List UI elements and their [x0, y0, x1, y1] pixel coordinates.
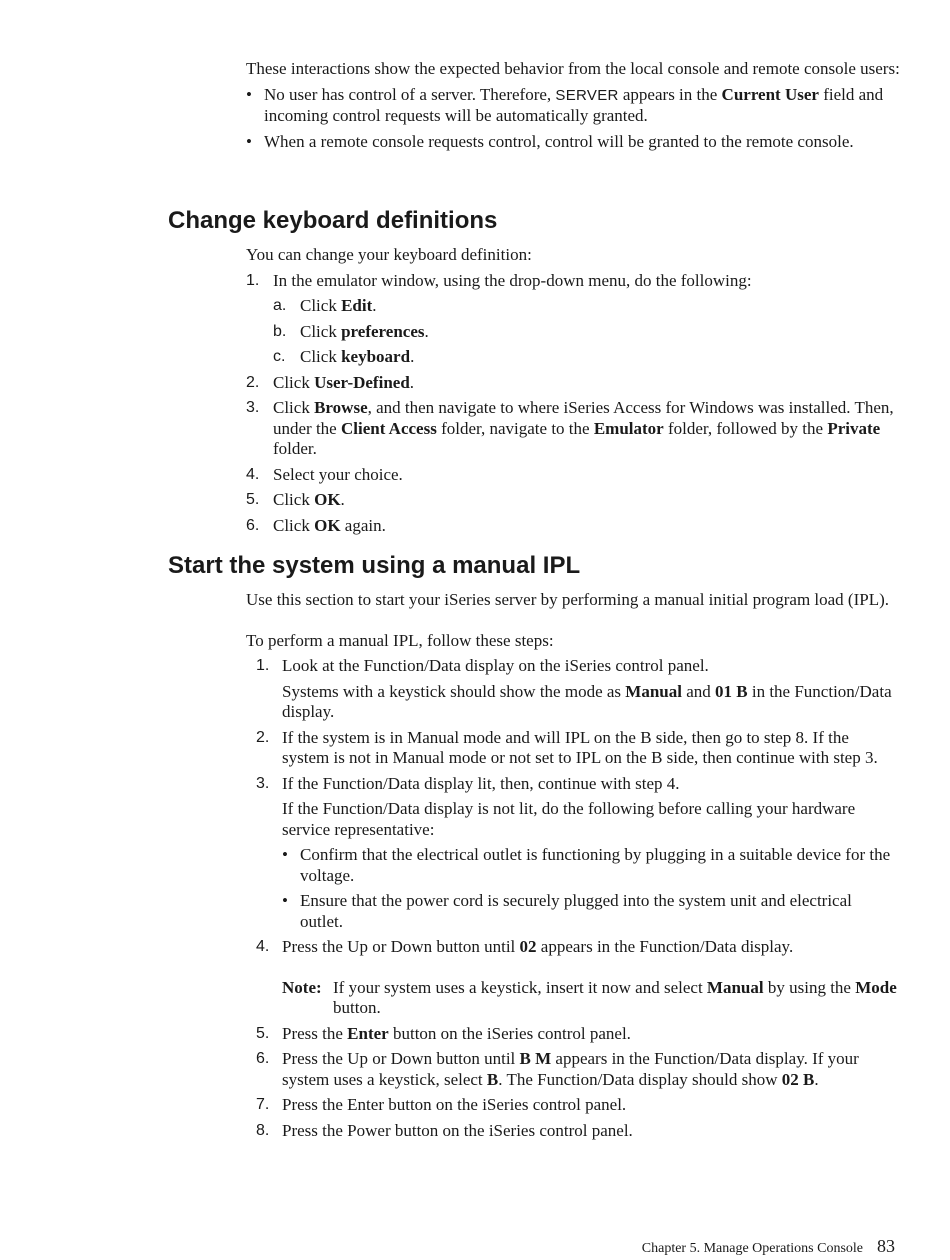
section-lead: Use this section to start your iSeries server by performing a manual initial program load (IPL). — [246, 590, 890, 609]
note: Note: If your system uses a keystick, insert it now and select Manual by using the Mode button. — [282, 977, 897, 1017]
section-heading-manual-ipl: Start the system using a manual IPL — [168, 552, 581, 579]
ipl-step-3: 3. If the Function/Data display lit, then, continue with step 4. If the Function/Data display is not lit, do the following before calling your hardware service representative: • Confirm that the electrical outlet is functioning by plugging in a suitable device for the voltage. • Ensure that the power cord is securely plugged into the system unit and electrical outlet. — [246, 774, 898, 933]
manual-ipl-steps — [246, 590, 898, 1141]
code-server: SERVER — [555, 86, 619, 104]
step-5: 5. Click OK. — [246, 490, 345, 509]
bullet-icon: • — [282, 891, 288, 910]
step-6: 6. Click OK again. — [246, 515, 386, 535]
keyboard-steps — [246, 245, 906, 536]
bullet-icon: • — [246, 84, 252, 104]
intro-block — [246, 59, 906, 152]
step-4: 4. Select your choice. — [246, 464, 403, 484]
page-number: 83 — [877, 1236, 895, 1256]
ipl-step-8: 8. Press the Power button on the iSeries control panel. — [256, 1120, 633, 1140]
section-heading-keyboard: Change keyboard definitions — [168, 207, 498, 234]
step-1: 1. In the emulator window, using the drop-down menu, do the following: — [246, 270, 752, 290]
intro-bullet-2: • When a remote console requests control, control will be granted to the remote console. — [246, 131, 854, 151]
footer-chapter: Chapter 5. Manage Operations Console — [641, 1241, 863, 1256]
substep-b: b. Click preferences. — [273, 321, 429, 341]
step-2: 2. Click User-Defined. — [246, 372, 415, 392]
substep-a: a. Click Edit. — [273, 296, 377, 315]
ipl-step-5: 5. Press the Enter button on the iSeries control panel. — [256, 1023, 631, 1043]
ipl-step-7: 7. Press the Enter button on the iSeries control panel. — [256, 1095, 627, 1114]
ipl-bullet-1: • Confirm that the electrical outlet is functioning by plugging in a suitable device for the voltage. — [282, 845, 891, 885]
substep-c: c. Click keyboard. — [273, 347, 415, 366]
ipl-bullet-2: • Ensure that the power cord is securely plugged into the system unit and electrical outlet. — [282, 891, 852, 931]
ipl-step-6: 6. Press the Up or Down button until B M appears in the Function/Data display. If your system uses a keystick, select B. The Function/Data display should show 02 B. — [256, 1049, 859, 1089]
section-lead: You can change your keyboard definition: — [246, 245, 532, 264]
intro-bullet-1: • No user has control of a server. Therefore, SERVER appears in the Current User field and incoming control requests will be automatically granted. — [246, 84, 884, 125]
page-footer — [642, 1236, 895, 1260]
section-lead-2: To perform a manual IPL, follow these steps: — [246, 630, 554, 650]
ipl-step-4: 4. Press the Up or Down button until 02 appears in the Function/Data display. Note: If your system uses a keystick, insert it now and select Manual by using the Mode button. — [256, 937, 897, 1017]
step-3: 3. Click Browse, and then navigate to where iSeries Access for Windows was installed. Then, under the Client Access folder, navigate to the Emulator folder, followed by the Private folder. — [246, 398, 894, 458]
ipl-step-1: 1. Look at the Function/Data display on the iSeries control panel. Systems with a keystick should show the mode as Manual and 01 B in the Function/Data display. — [256, 656, 892, 721]
intro-paragraph: These interactions show the expected behavior from the local console and remote console users: — [246, 59, 900, 78]
ipl-step-2: 2. If the system is in Manual mode and will IPL on the B side, then go to step 8. If the system is not in Manual mode or not set to IPL on the B side, then continue with step 3. — [256, 727, 878, 767]
bullet-icon: • — [246, 131, 252, 151]
note-label: Note: — [282, 977, 322, 997]
bullet-icon: • — [282, 845, 288, 864]
